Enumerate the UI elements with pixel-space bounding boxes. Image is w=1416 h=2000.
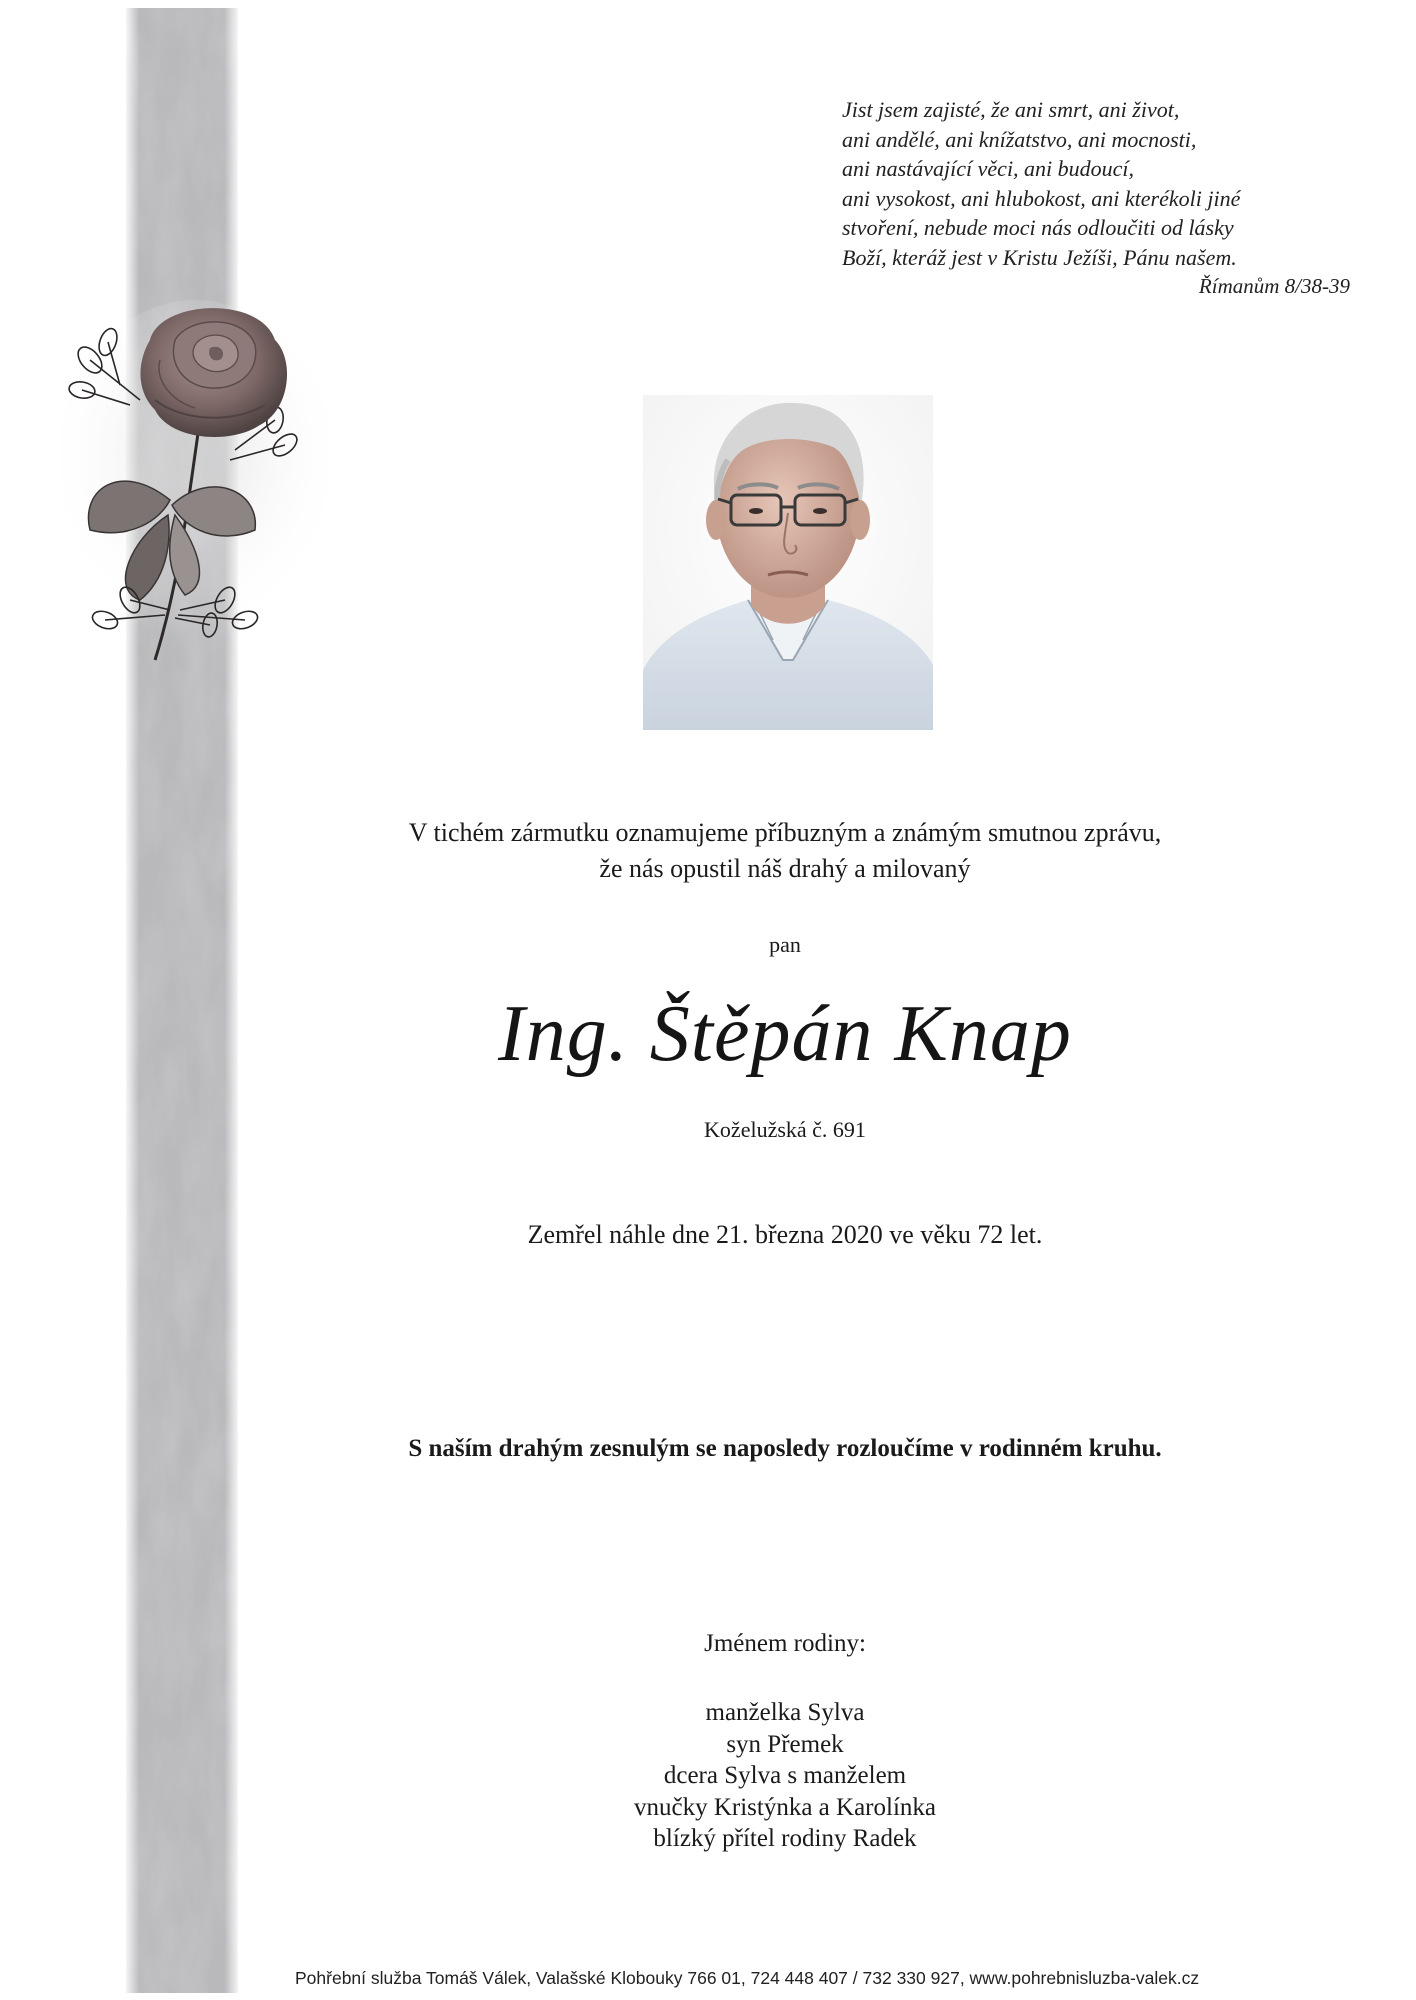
honorific: pan: [769, 932, 801, 957]
quote-line: ani nastávající věci, ani budoucí,: [842, 156, 1135, 181]
quote-line: ani vysokost, ani hlubokost, ani kterékoli jiné: [842, 185, 1241, 211]
quote-line: Jist jsem zajisté, že ani smrt, ani život,: [842, 97, 1180, 122]
deceased-name: Ing. Štěpán Knap: [498, 990, 1072, 1078]
quote-line: ani andělé, ani knížatstvo, ani mocnosti,: [842, 126, 1197, 152]
intro-line-2: že nás opustil náš drahý a milovaný: [599, 854, 971, 883]
bible-quote: [842, 95, 1362, 302]
quote-reference: Římanům 8/38-39: [1198, 274, 1350, 298]
portrait-photo: [643, 395, 933, 730]
deceased-address: Koželužská č. 691: [704, 1117, 866, 1142]
family-member: manželka Sylva: [705, 1699, 865, 1726]
family-member: syn Přemek: [726, 1730, 844, 1758]
rose-illustration: [60, 300, 340, 680]
family-members-list: [340, 1697, 1230, 1855]
farewell-notice: S naším drahým zesnulým se naposledy rozloučíme v rodinném kruhu.: [408, 1435, 1162, 1462]
quote-line: Boží, kteráž jest v Kristu Ježíši, Pánu našem.: [842, 244, 1237, 270]
announcement-intro: [340, 815, 1230, 887]
family-heading: Jménem rodiny:: [704, 1630, 866, 1657]
family-member: dcera Sylva s manželem: [663, 1762, 907, 1789]
quote-line: stvoření, nebude moci nás odloučiti od lásky: [842, 215, 1234, 240]
funeral-service-footer: Pohřební služba Tomáš Válek, Valašské Klobouky 766 01, 724 448 407 / 732 330 927, www.pohrebnisluzba-valek.cz: [295, 1968, 1200, 1988]
family-member: blízký přítel rodiny Radek: [653, 1825, 917, 1852]
death-notice: Zemřel náhle dne 21. března 2020 ve věku 72 let.: [527, 1220, 1043, 1249]
family-member: vnučky Kristýnka a Karolínka: [633, 1793, 936, 1821]
intro-line-1: V tichém zármutku oznamujeme příbuzným a známým smutnou zprávu,: [408, 818, 1162, 847]
